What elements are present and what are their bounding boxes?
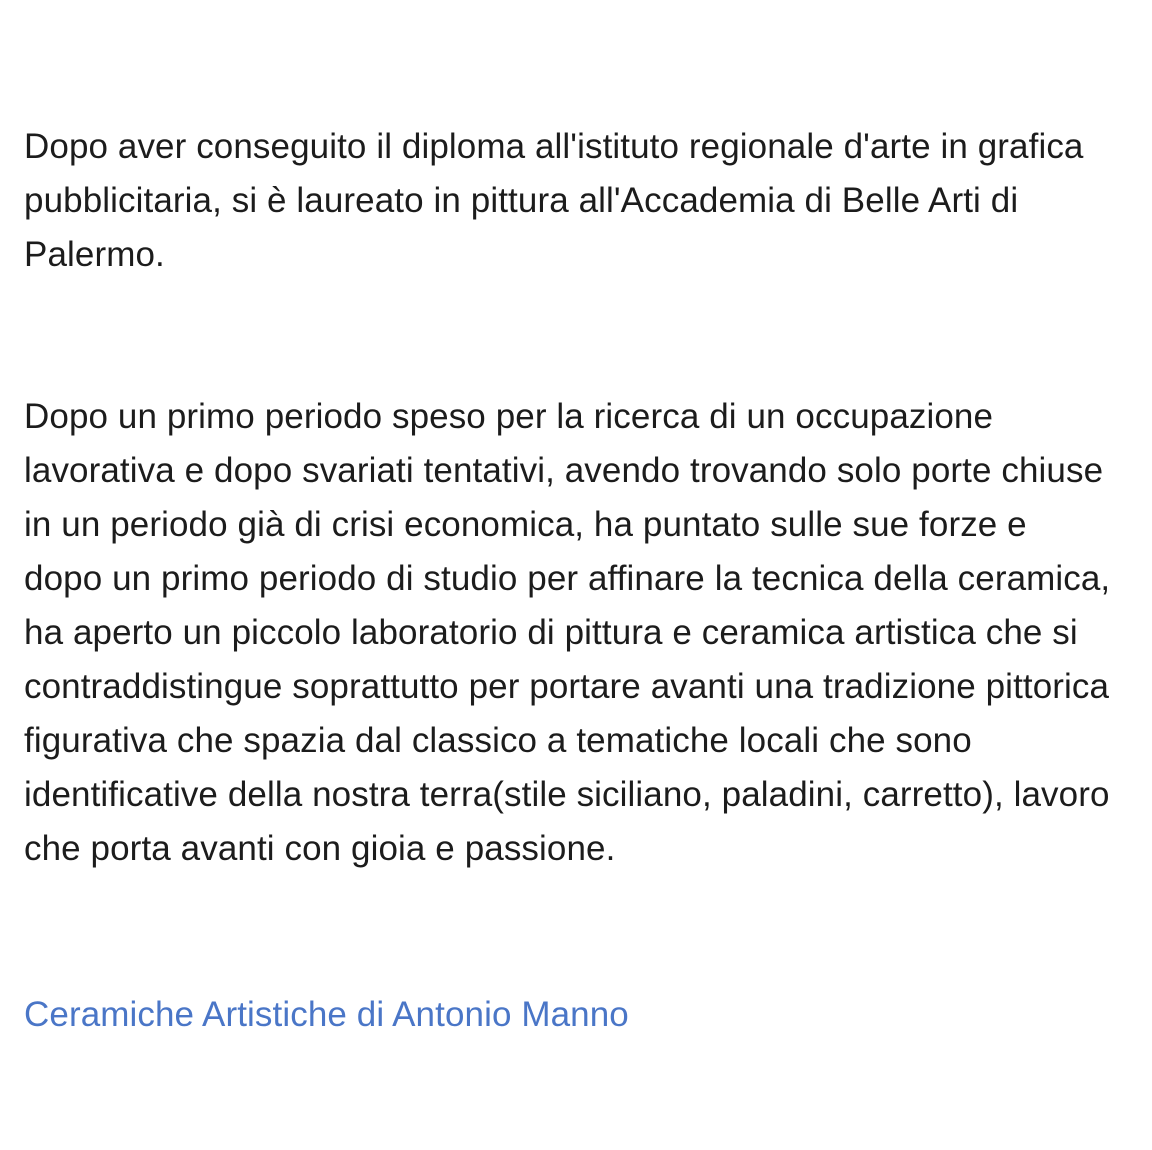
business-name-link[interactable]: Ceramiche Artistiche di Antonio Manno xyxy=(24,995,629,1034)
paragraph-2: Dopo un primo periodo speso per la ricerca di un occupazione lavorativa e dopo svariati tentativi, avendo trovando solo porte chiuse in un periodo già di crisi economica, ha puntato sulle sue forze e dopo un primo periodo di studio per affinare la tecnica della ceramica, ha aperto un piccolo laboratorio di pittura e ceramica artistica che si contraddistingue soprattutto per portare avanti una tradizione pittorica figurativa che spazia dal classico a tematiche locali che sono identificative della nostra terra(stile siciliano, paladini, carretto), lavoro che porta avanti con gioia e passione. xyxy=(24,397,1121,868)
paragraph-1: Dopo aver conseguito il diploma all'istituto regionale d'arte in grafica pubblicitaria, si è laureato in pittura all'Accademia di Belle Arti di Palermo. xyxy=(24,127,1094,274)
biography-text-block xyxy=(24,12,1121,1150)
